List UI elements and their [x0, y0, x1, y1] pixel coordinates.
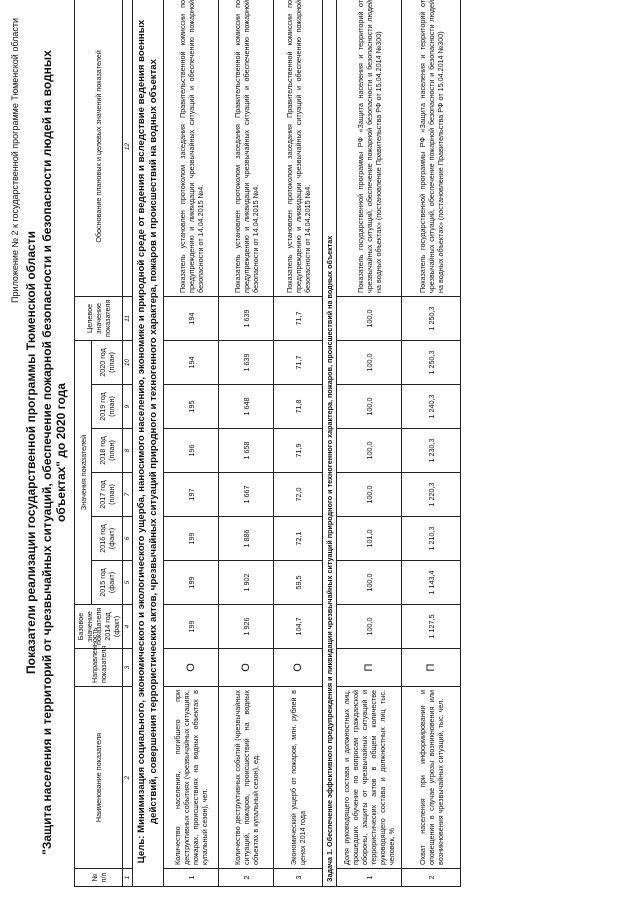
goal-row: [133, 0, 164, 887]
header-base: Базовое значение показателя 2014 год (факт): [75, 605, 123, 649]
table-row: [164, 0, 219, 887]
value-2017: 100,0: [337, 473, 402, 517]
header-2020: 2020 год (план): [92, 340, 123, 384]
column-index: 10: [123, 340, 133, 384]
task-row: [323, 0, 337, 887]
value-2016: 1 210,3: [402, 517, 461, 561]
value-2020: 71,7: [274, 340, 323, 384]
value-2016: 72,1: [274, 517, 323, 561]
target-value: 194: [164, 296, 219, 340]
indicator-name: Доля руководящего состава и должностных лиц, прошедших обучение по вопросам гражданской обороны, защиты от чрезвычайных ситуаций и террористических актов в общем количестве руководящего состава и должностных лиц тыс. человек, %: [337, 687, 402, 869]
row-number: 2: [402, 869, 461, 887]
task-title: Задача 1. Обеспечение эффективного предупреждения и ликвидации чрезвычайных ситуаций природного и техногенного характера, пожаров, происшествий на водных объектах: [323, 0, 337, 887]
value-2018: 196: [164, 429, 219, 473]
value-2016: 199: [164, 517, 219, 561]
table-row: [402, 0, 461, 887]
indicator-name: Количество деструктивных событий (чрезвычайных ситуаций, пожаров, происшествий на водных объектах в купальный сезон), ед.: [219, 687, 274, 869]
value-2019: 195: [164, 385, 219, 429]
value-2017: 1 667: [219, 473, 274, 517]
header-direction: Направленность показателя: [75, 649, 123, 687]
header-basis: Обоснование плановых и целевых значений показателей: [75, 0, 123, 296]
column-index: 5: [123, 561, 133, 605]
annex-note: Приложение № 2 к государственной программе Тюменской области: [10, 18, 20, 303]
value-2016: 1 886: [219, 517, 274, 561]
basis-text: Показатель государственной программы РФ «Защита населения и территорий от чрезвычайных ситуаций, обеспечение пожарной безопасности и безопасности людей на водных объектах» (постановление Правительства РФ от 15.04.2014 №300): [402, 0, 461, 296]
value-2020: 1 639: [219, 340, 274, 384]
header-2017: 2017 год (план): [92, 473, 123, 517]
target-value: 100,0: [337, 296, 402, 340]
indicator-name: Количество населения, погибшего при деструктивных событиях (чрезвычайных ситуациях, пожарах, происшествиях на водных объектах в купальный сезон), чел.: [164, 687, 219, 869]
column-index: 12: [123, 0, 133, 296]
value-2015: 100,0: [337, 561, 402, 605]
row-number: 2: [219, 869, 274, 887]
value-2015: 1 902: [219, 561, 274, 605]
value-2019: 1 240,3: [402, 385, 461, 429]
value-2020: 1 250,3: [402, 340, 461, 384]
column-index: 1: [123, 869, 133, 887]
value-2016: 101,0: [337, 517, 402, 561]
target-value: 1 639: [219, 296, 274, 340]
column-index: 2: [123, 687, 133, 869]
value-2015: 1 143,4: [402, 561, 461, 605]
program-title: "Защита населения и территорий от чрезвычайных ситуаций, обеспечение пожарной безопасности и безопасности людей на водных объектах" до 2020 года: [40, 50, 68, 855]
row-number: 1: [337, 869, 402, 887]
header-2016: 2016 год (факт): [92, 517, 123, 561]
base-value: 1 926: [219, 605, 274, 649]
value-2020: 194: [164, 340, 219, 384]
table-row: [219, 0, 274, 887]
value-2017: 1 220,3: [402, 473, 461, 517]
value-2018: 71,9: [274, 429, 323, 473]
indicator-direction: О: [219, 649, 274, 687]
header-target: Целевое значение показателя: [75, 296, 123, 340]
row-number: 1: [164, 869, 219, 887]
indicator-direction: О: [164, 649, 219, 687]
value-2015: 199: [164, 561, 219, 605]
header-2018: 2018 год (план): [92, 429, 123, 473]
indicator-direction: П: [337, 649, 402, 687]
header-name: Наименование показателя: [75, 687, 123, 869]
base-value: 104,7: [274, 605, 323, 649]
value-2019: 1 648: [219, 385, 274, 429]
indicator-name: Охват населения при информировании и оповещении в случае угрозы возникновения или возникновения чрезвычайных ситуаций, тыс. чел.: [402, 687, 461, 869]
basis-text: Показатель установлен протоколом заседания Правительственной комиссии по предупреждению и ликвидации чрезвычайных ситуаций и обеспечению пожарной безопасности от 14.04.2015 №4.: [274, 0, 323, 296]
indicator-name: Экономический ущерб от пожаров, млн. рублей в ценах 2014 года: [274, 687, 323, 869]
base-value: 1 127,5: [402, 605, 461, 649]
indicators-table: [74, 0, 461, 887]
column-index: 8: [123, 429, 133, 473]
document-title: Показатели реализации государственной программы Тюменской области: [24, 231, 38, 674]
column-index: 11: [123, 296, 133, 340]
column-index: 4: [123, 605, 133, 649]
header-values-group: Значения показателей: [75, 340, 92, 604]
header-2015: 2015 год (факт): [92, 561, 123, 605]
base-value: 199: [164, 605, 219, 649]
value-2019: 71,8: [274, 385, 323, 429]
basis-text: Показатель установлен протоколом заседания Правительственной комиссии по предупреждению и ликвидации чрезвычайных ситуаций и обеспечению пожарной безопасности от 14.04.2015 №4.: [219, 0, 274, 296]
column-index-row: [123, 0, 133, 887]
value-2019: 100,0: [337, 385, 402, 429]
indicator-direction: П: [402, 649, 461, 687]
table-row: [274, 0, 323, 887]
value-2017: 72,0: [274, 473, 323, 517]
value-2017: 197: [164, 473, 219, 517]
table-row: [337, 0, 402, 887]
value-2018: 1 658: [219, 429, 274, 473]
target-value: 71,7: [274, 296, 323, 340]
value-2015: 59,5: [274, 561, 323, 605]
column-index: 3: [123, 649, 133, 687]
goal-text: Цель: Минимизация социального, экономического и экологического ущерба, наносимого населению, экономике и природной среде от ведения и вследствие ведения военных действий, совершения террористических актов, чрезвычайных ситуаций природного и техногенного характера, пожаров и происшествий на водных объектах: [133, 0, 164, 887]
header-no: № п/п: [75, 869, 123, 887]
value-2018: 1 230,3: [402, 429, 461, 473]
value-2020: 100,0: [337, 340, 402, 384]
header-row: [75, 0, 92, 887]
header-2019: 2019 год (план): [92, 385, 123, 429]
column-index: 7: [123, 473, 133, 517]
value-2018: 100,0: [337, 429, 402, 473]
base-value: 100,0: [337, 605, 402, 649]
row-number: 3: [274, 869, 323, 887]
basis-text: Показатель установлен протоколом заседания Правительственной комиссии по предупреждению и ликвидации чрезвычайных ситуаций и обеспечению пожарной безопасности от 14.04.2015 №4.: [164, 0, 219, 296]
target-value: 1 250,3: [402, 296, 461, 340]
column-index: 9: [123, 385, 133, 429]
column-index: 6: [123, 517, 133, 561]
basis-text: Показатель государственной программы РФ «Защита населения и территорий от чрезвычайных ситуаций, обеспечение пожарной безопасности и безопасности людей на водных объектах» (постановление Правительства РФ от 15.04.2014 №300): [337, 0, 402, 296]
indicator-direction: О: [274, 649, 323, 687]
